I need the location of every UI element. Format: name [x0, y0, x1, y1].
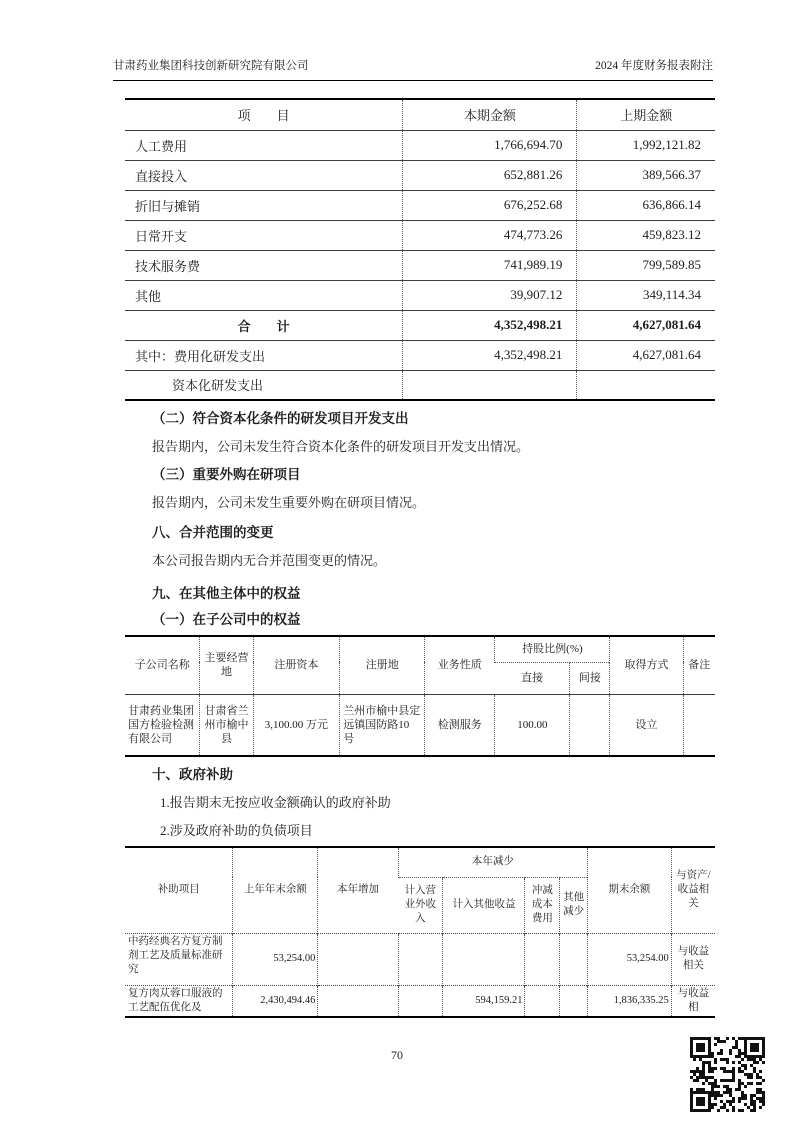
table-row [125, 220, 715, 250]
column-header-offset-cost: 冲减成本费用 [525, 877, 560, 933]
section-heading-interests-subsidiaries: （一）在子公司中的权益 [152, 612, 301, 627]
subsidy-opening-balance: 53,254.00 [233, 933, 318, 985]
prior-amount [577, 370, 715, 400]
subsidiary-acquire-method: 设立 [610, 694, 683, 756]
table-header-row [125, 99, 715, 130]
prior-amount: 799,589.85 [577, 250, 715, 280]
table-row [125, 130, 715, 160]
table-row [125, 250, 715, 280]
prior-amount: 636,866.14 [577, 190, 715, 220]
subsidy-increase [318, 933, 398, 985]
column-header-other-decrease: 其他减少 [560, 877, 588, 933]
table-row [125, 370, 715, 400]
section-heading-purchased-rd: （三）重要外购在研项目 [152, 467, 301, 482]
column-header-registered-capital: 注册资本 [253, 636, 340, 694]
table-header-row [125, 636, 715, 662]
government-subsidy-table [125, 846, 715, 1018]
subsidy-increase [318, 985, 398, 1017]
table-row [125, 340, 715, 370]
row-label: 技术服务费 [125, 250, 403, 280]
subsidy-offset-cost [525, 933, 560, 985]
subsidy-row-truncated [125, 985, 715, 1017]
column-header-direct: 直接 [495, 662, 570, 694]
column-header-current-amount: 本期金额 [403, 99, 577, 130]
qr-code-icon [690, 1037, 765, 1112]
row-label: 其中：费用化研发支出 [125, 340, 403, 370]
subsidy-related-type: 与收益相 [677, 987, 710, 1013]
subsidiary-business-nature: 检测服务 [425, 694, 495, 756]
column-header-registered-place: 注册地 [340, 636, 425, 694]
section-body: 报告期内，公司未发生重要外购在研项目情况。 [152, 495, 426, 510]
table-total-row [125, 310, 715, 340]
page-number: 70 [391, 1048, 403, 1062]
section-heading-interests-other-entities: 九、在其他主体中的权益 [152, 586, 301, 601]
column-header-subsidy-project: 补助项目 [157, 884, 200, 896]
prior-amount: 389,566.37 [577, 160, 715, 190]
subsidiary-registered-capital: 3,100.00 万元 [253, 694, 340, 756]
section-body: 本公司报告期内无合并范围变更的情况。 [152, 553, 387, 568]
column-header-opening-balance: 上年年末余额 [233, 847, 318, 933]
subsidy-closing-balance: 1,836,335.25 [588, 985, 672, 1017]
running-head [113, 57, 713, 81]
column-header-acquire-method: 取得方式 [610, 636, 683, 694]
section-heading-consolidation-scope: 八、合并范围的变更 [152, 525, 274, 540]
row-label: 其他 [125, 280, 403, 310]
subsidy-related-type: 与收益相关 [671, 933, 715, 985]
subsidy-to-nonoperating-income [398, 985, 443, 1017]
subsidy-other-decrease [560, 933, 588, 985]
current-amount: 676,252.68 [403, 190, 577, 220]
subsidy-row [125, 933, 715, 985]
column-header-decrease-group: 本年减少 [398, 847, 587, 877]
subsidy-project: 复方肉苁蓉口服液的工艺配伍优化及 [128, 987, 223, 1013]
table-row [125, 160, 715, 190]
total-prior-amount: 4,627,081.64 [577, 310, 715, 340]
subsidiary-name: 甘肃药业集团国方检验检测有限公司 [125, 694, 200, 756]
prior-amount: 1,992,121.82 [577, 130, 715, 160]
current-amount [403, 370, 577, 400]
subsidy-offset-cost [525, 985, 560, 1017]
section-body: 报告期内，公司未发生符合资本化条件的研发项目开发支出情况。 [152, 439, 530, 454]
row-label: 资本化研发支出 [125, 370, 403, 400]
prior-amount: 4,627,081.64 [577, 340, 715, 370]
subsidiary-main-place: 甘肃省兰州市榆中县 [200, 694, 253, 756]
column-header-related-type: 与资产/收益相关 [671, 847, 715, 933]
current-amount: 652,881.26 [403, 160, 577, 190]
column-header-to-other-income: 计入其他收益 [443, 877, 525, 933]
current-amount: 1,766,694.70 [403, 130, 577, 160]
current-amount: 4,352,498.21 [403, 340, 577, 370]
table-row [125, 190, 715, 220]
table-row [125, 280, 715, 310]
total-current-amount: 4,352,498.21 [403, 310, 577, 340]
column-header-indirect: 间接 [570, 662, 610, 694]
subsidy-to-nonoperating-income [398, 933, 443, 985]
total-label: 合 计 [125, 310, 403, 340]
subsidiary-table [125, 635, 715, 757]
subsidy-to-other-income: 594,159.21 [443, 985, 525, 1017]
subsidiary-direct-ratio: 100.00 [495, 694, 570, 756]
column-header-subsidiary-name: 子公司名称 [134, 659, 190, 672]
column-header-prior-amount: 上期金额 [577, 99, 715, 130]
research-expense-table [125, 98, 715, 401]
row-label: 日常开支 [125, 220, 403, 250]
prior-amount: 459,823.12 [577, 220, 715, 250]
company-name: 甘肃药业集团科技创新研究院有限公司 [113, 60, 309, 72]
table-header-row [125, 847, 715, 877]
subsidiary-indirect-ratio [570, 694, 610, 756]
grant-item-1: 1.报告期末无按应收金额确认的政府补助 [160, 795, 391, 810]
column-header-to-nonoperating-income: 计入营业外收入 [398, 877, 443, 933]
current-amount: 39,907.12 [403, 280, 577, 310]
section-heading-capitalized-rd: （二）符合资本化条件的研发项目开发支出 [152, 411, 409, 426]
column-header-item: 项 目 [237, 108, 290, 124]
grant-item-2: 2.涉及政府补助的负债项目 [160, 823, 313, 838]
subsidiary-row [125, 694, 715, 756]
row-label: 直接投入 [125, 160, 403, 190]
subsidy-project: 中药经典名方复方制剂工艺及质量标准研究 [125, 933, 233, 985]
column-header-main-place: 主要经营地 [200, 636, 253, 694]
subsidy-closing-balance: 53,254.00 [588, 933, 672, 985]
subsidy-other-decrease [560, 985, 588, 1017]
column-header-note: 备注 [683, 636, 715, 694]
report-title: 2024 年度财务报表附注 [595, 60, 713, 72]
section-heading-government-grants: 十、政府补助 [152, 767, 233, 782]
column-header-increase: 本年增加 [318, 847, 398, 933]
column-header-closing-balance: 期末余额 [588, 847, 672, 933]
subsidiary-note [683, 694, 715, 756]
subsidiary-registered-place: 兰州市榆中县定远镇国防路10 号 [340, 694, 425, 756]
column-header-holding-ratio: 持股比例(%) [495, 636, 610, 662]
prior-amount: 349,114.34 [577, 280, 715, 310]
current-amount: 741,989.19 [403, 250, 577, 280]
current-amount: 474,773.26 [403, 220, 577, 250]
row-label: 折旧与摊销 [125, 190, 403, 220]
subsidy-to-other-income [443, 933, 525, 985]
row-label: 人工费用 [125, 130, 403, 160]
subsidy-opening-balance: 2,430,494.46 [233, 985, 318, 1017]
column-header-business-nature: 业务性质 [425, 636, 495, 694]
